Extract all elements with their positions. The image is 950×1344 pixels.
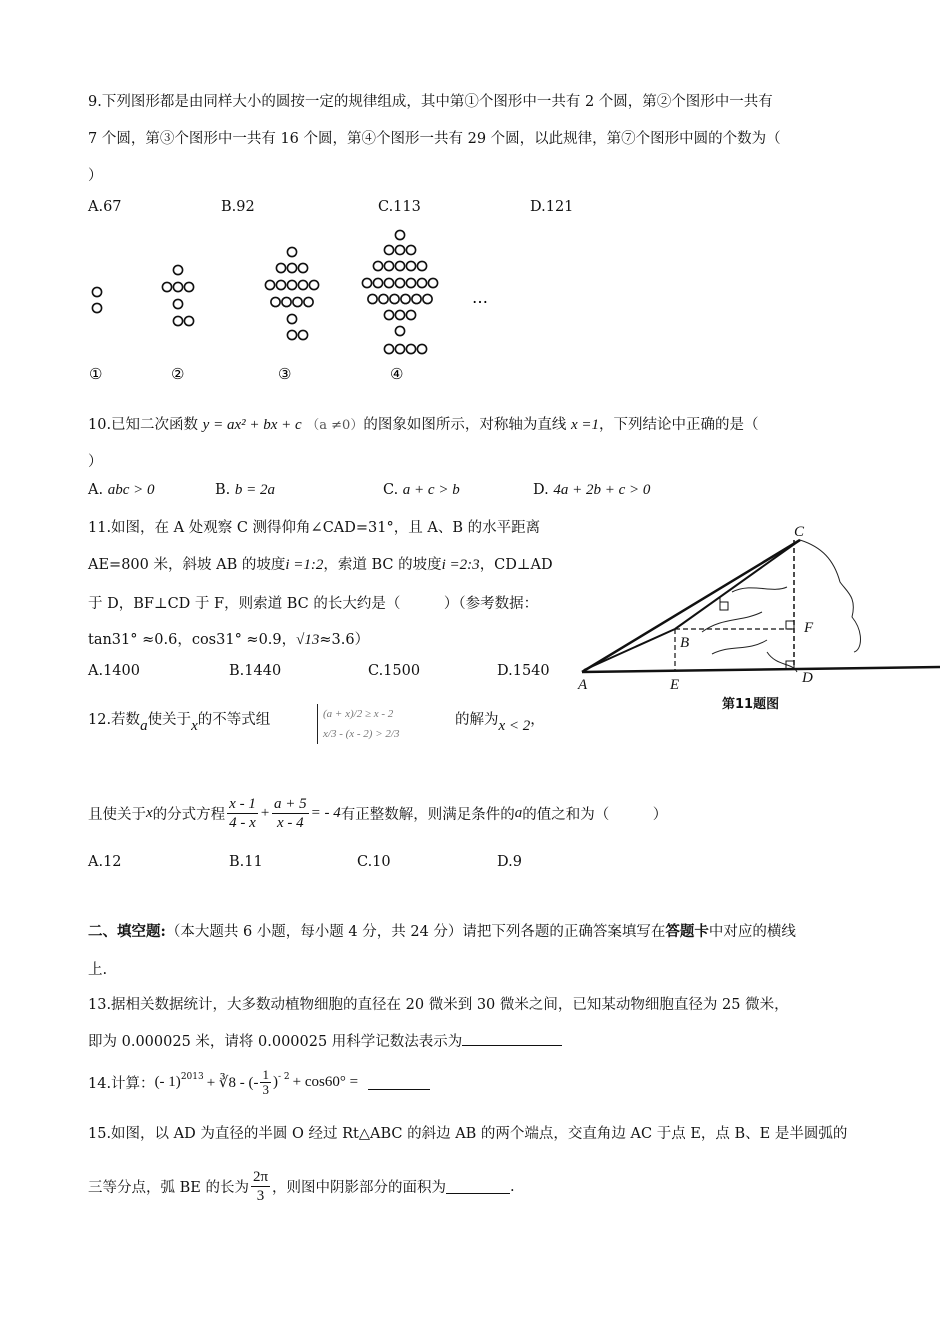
q12-line1-tail [455,708,545,734]
q10-line1 [88,413,758,434]
q12-frac2-den: x - 4 [276,815,304,831]
pattern-circle [368,294,377,303]
pattern-circle [423,294,432,303]
q12-line2-x: x [146,805,153,821]
pattern-circle [406,310,415,319]
q12-ineq2: x/3 - (x - 2) > 2/3 [323,728,400,740]
pattern-circle [92,287,101,296]
pattern-circle [401,294,410,303]
q10-option-a-math: abc > 0 [107,482,155,498]
section2-bold: 答题卡 [665,923,709,940]
point-e: E [670,677,680,693]
q14-expr2: + ∛8 - (- [206,1075,259,1091]
q11-line2-c: ，CD⊥AD [479,557,553,573]
pattern-circle [395,326,404,335]
q15-line1: 15.如图，以 AD 为直径的半圆 O 经过 Rt△ABC 的斜边 AB 的两个端点，交直角边 AC 于点 E，点 B、E 是半圆弧的 [88,1126,848,1142]
q15-line2-a: 三等分点，弧 BE 的长为 [88,1180,249,1196]
q12-frac1-den: 4 - x [229,815,256,831]
pattern-circle [184,282,193,291]
pattern-circle [395,310,404,319]
section2-line2: 上. [88,962,108,978]
q11-cable-car-figure [572,522,942,717]
q11-line4-b: ≈3.6） [319,632,370,648]
pattern-circle [384,344,393,353]
q15-line2-b: ，则图中阴影部分的面积为 [272,1180,447,1196]
q11-option-d: D.1540 [497,663,550,679]
q10-close: ） [88,454,103,470]
section2-body2: 中对应的横线 [708,924,796,940]
pattern-circle [362,278,371,287]
slope-ab [584,629,675,670]
q10-axis: x =1 [570,417,599,433]
figure-caption: 第11题图 [722,697,780,712]
q11-slope-ab: i =1:2 [285,557,324,573]
q11-sqrt13: √13 [296,632,320,648]
q15-line2 [88,1168,515,1205]
q9-text-line3: ） [88,168,103,184]
q13-answer-blank[interactable] [462,1031,562,1046]
ground-line-ad [582,667,940,672]
q13-line1: 13.据相关数据统计，大多数动植物细胞的直径在 20 微米到 30 微米之间，已知某动物细胞直径为 25 微米， [88,997,789,1013]
q9-option-b: B.92 [221,199,255,215]
pattern-circle [417,261,426,270]
pattern-circle [390,294,399,303]
q9-option-d: D.121 [530,199,574,215]
q12-line2-d: 的值之和为（ ） [522,807,668,823]
pattern-circle [276,280,285,289]
q11-line3: 于 D，BF⊥CD 于 F，则索道 BC 的长大约是（ ）（参考数据： [88,596,539,612]
q9-option-a: A.67 [88,199,122,215]
q10-tail: ，下列结论中正确的是（ [598,417,759,433]
q12-line2-a: 且使关于 [88,807,146,823]
pattern-circle [406,344,415,353]
pattern-circle [173,282,182,291]
q10-option-c-math: a + c > b [402,482,460,498]
pattern-circle [428,278,437,287]
q11-option-a: A.1400 [88,663,140,679]
pattern-circle [417,278,426,287]
q14-exponent2: - 2 [277,1071,290,1082]
ellipsis: … [472,288,488,307]
q12-line2-var-a: a [514,805,523,821]
q11-slope-bc: i =2:3 [441,557,480,573]
q14-line [88,1068,430,1097]
pattern-circle [304,297,313,306]
point-d: D [802,670,813,686]
point-b: B [680,635,690,651]
pattern-circle [276,263,285,272]
pattern-circle [287,314,296,323]
pattern-circle [293,297,302,306]
q15-period: . [510,1178,515,1195]
q14-frac-den: 3 [262,1082,269,1097]
q9-text-line2: 7 个圆，第③个图形中一共有 16 个圆，第④个图形一共有 29 个圆，以此规律，第⑦个图形中圆的个数为（ [88,131,781,147]
pattern-circle [384,310,393,319]
q10-option-d [533,482,650,499]
q15-fraction [251,1168,270,1205]
q10-condition: （a ≠0） [306,418,364,433]
pattern-circle [287,247,296,256]
q10-option-b-label: B. [215,482,231,498]
right-angle-marker-f [786,621,794,629]
q12-plus: + [259,805,270,821]
q10-function: y = ax² + bx + c [202,417,302,433]
q11-line4 [88,628,369,649]
pattern-circle [406,261,415,270]
q12-frac1-num: x - 1 [229,796,256,812]
q11-line2-a: AE=800 米，斜坡 AB 的坡度 [88,557,286,573]
point-a: A [578,677,588,693]
q11-line4-a: tan31° ≈0.6，cos31° ≈0.9， [88,632,297,648]
q12-mid2: 的不等式组 [197,712,271,728]
pattern-circle [309,280,318,289]
pattern-circle [271,297,280,306]
section2-heading: 二、填空题: [88,923,166,940]
pattern-circle [395,278,404,287]
pattern-circle [173,265,182,274]
pattern-circle [417,344,426,353]
q12-ineq1: (a + x)/2 ≥ x - 2 [323,708,394,720]
pattern-circle [282,297,291,306]
q12-fraction-2 [272,795,309,832]
q9-text-line1: 9.下列图形都是由同样大小的圆按一定的规律组成，其中第①个图形中一共有 2 个圆，第②个图形中一共有 [88,94,773,110]
cable-bc [675,540,800,629]
pattern-circle [384,245,393,254]
q12-fraction-1 [227,795,258,832]
q10-option-d-math: 4a + 2b + c > 0 [553,482,651,498]
pattern-circle [265,280,274,289]
q12-rhs: = - 4 [310,805,341,821]
q11-option-c: C.1500 [368,663,421,679]
pattern-circle [384,261,393,270]
pattern-circle [173,299,182,308]
pattern-circle [92,303,101,312]
q12-line2-b: 的分式方程 [152,807,226,823]
pattern-circle [395,261,404,270]
q10-option-d-label: D. [533,482,549,498]
pattern-circle [395,344,404,353]
q9-circle-pattern-figure [80,225,500,385]
right-angle-marker-1 [720,602,728,610]
point-f: F [804,620,814,636]
figure-label-4: ④ [390,365,404,383]
q12-var-x: x [191,718,198,734]
terrain-line-1 [732,587,787,592]
q13-line2 [88,1030,562,1051]
q12-mid1: 使关于 [147,712,192,728]
q14-expr4: + cos60° = [292,1074,359,1090]
point-c: C [794,524,805,540]
q14-fraction [260,1068,271,1097]
q10-prefix: 10.已知二次函数 [88,417,199,433]
q15-frac-num: 2π [252,1169,269,1185]
q12-frac2-num: a + 5 [273,796,307,812]
q11-line2 [88,553,553,574]
q13-line2-text: 即为 0.000025 米，请将 0.000025 用科学记数法表示为 [88,1034,463,1050]
q10-suffix: 的图象如图所示，对称轴为直线 [363,417,567,433]
pattern-circle [379,294,388,303]
q10-option-b-math: b = 2a [234,482,275,498]
q12-option-b: B.11 [229,854,263,870]
pattern-circle [287,330,296,339]
q12-line1 [88,708,271,734]
figure-label-3: ③ [278,365,292,383]
q9-option-c: C.113 [378,199,421,215]
q12-line2 [88,795,667,832]
q12-option-a: A.12 [88,854,122,870]
pattern-circle [287,280,296,289]
q10-option-a-label: A. [88,482,104,498]
q12-option-d: D.9 [497,854,522,870]
q12-option-c: C.10 [357,854,391,870]
q10-option-c [383,482,460,499]
figure-label-2: ② [171,365,185,383]
q14-exponent1: 2013 [180,1071,204,1082]
q14-expr1: (- 1) [154,1074,181,1090]
q12-inequality-system [317,704,399,744]
pattern-circle [406,278,415,287]
pattern-circle [395,245,404,254]
pattern-circle [287,263,296,272]
q10-option-a [88,482,154,499]
q15-frac-den: 3 [256,1188,265,1204]
pattern-circle [395,230,404,239]
q10-option-c-label: C. [383,482,399,498]
q12-line2-c: 有正整数解，则满足条件的 [340,807,515,823]
q11-line2-b: ，索道 BC 的坡度 [323,557,442,573]
q12-prefix: 12.若数 [88,712,141,728]
q12-solution: x < 2 [498,718,531,734]
pattern-circle [373,278,382,287]
section2-heading-line [88,920,796,941]
q15-answer-blank[interactable] [446,1179,510,1194]
q11-line1: 11.如图，在 A 处观察 C 测得仰角∠CAD=31°，且 A、B 的水平距离 [88,520,541,536]
pattern-circle [373,261,382,270]
pattern-circle [412,294,421,303]
q10-option-b [215,482,275,499]
q12-mid3: 的解为 [455,712,499,728]
q12-comma: ， [530,712,545,728]
figure-label-1: ① [89,365,103,383]
pattern-circle [298,263,307,272]
q14-prefix: 14.计算： [88,1076,155,1092]
pattern-circle [298,280,307,289]
q11-option-b: B.1440 [229,663,282,679]
q14-frac-num: 1 [262,1067,269,1082]
q14-answer-blank[interactable] [368,1075,430,1090]
pattern-circle [384,278,393,287]
pattern-circle [406,245,415,254]
q14-expr3: ) [272,1074,278,1090]
pattern-circle [184,316,193,325]
pattern-circle [298,330,307,339]
q12-var-a: a [140,718,148,734]
terrain-line-3 [712,640,767,654]
section2-body1: （本大题共 6 小题，每小题 4 分，共 24 分）请把下列各题的正确答案填写在 [165,924,666,940]
pattern-circle [162,282,171,291]
pattern-circle [173,316,182,325]
